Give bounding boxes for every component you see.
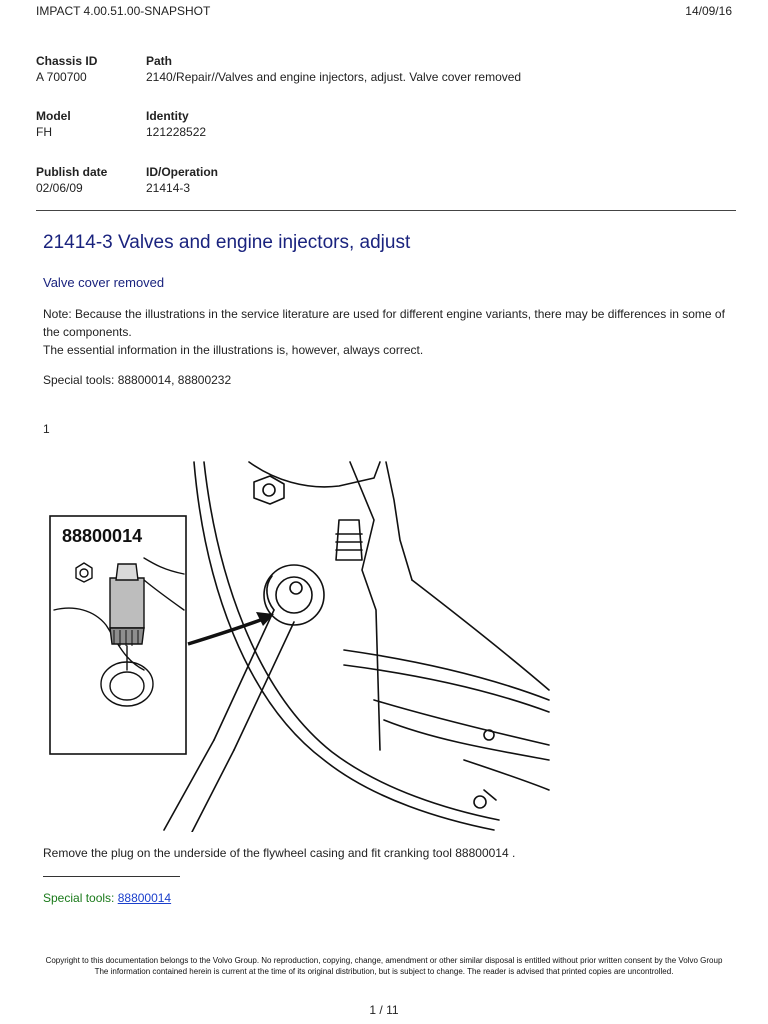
disclaimer-text: The information contained herein is current at the time of its original distribution, but is subject to change. The reader is advised that printed copies are uncontrolled. (94, 967, 674, 976)
path-value: 2140/Repair//Valves and engine injectors, adjust. Valve cover removed (146, 70, 522, 84)
step-number: 1 (43, 422, 50, 436)
identity-value: 121228522 (146, 125, 207, 139)
copyright-text: Copyright to this documentation belongs to the Volvo Group. No reproduction, copying, change, amendment or other similar disposal is entitled without prior written consent by the Volvo Group (45, 956, 723, 965)
publish-date-label: Publish date (36, 165, 108, 179)
special-tools-footer-label: Special tools: (43, 891, 118, 905)
app-version: IMPACT 4.00.51.00-SNAPSHOT (36, 4, 211, 18)
special-tools-footer (43, 891, 171, 905)
note-text-2: The essential information in the illustrations is, however, always correct. (43, 343, 424, 357)
chassis-id-value: A 700700 (36, 70, 87, 84)
instruction-text: Remove the plug on the underside of the flywheel casing and fit cranking tool 88800014 . (43, 846, 516, 860)
id-operation-value: 21414-3 (146, 181, 191, 195)
print-date: 14/09/16 (685, 4, 732, 18)
identity-label: Identity (146, 109, 189, 123)
chassis-id-label: Chassis ID (36, 54, 98, 68)
special-tools-line: Special tools: 88800014, 88800232 (43, 373, 232, 387)
model-value: FH (36, 125, 52, 139)
publish-date-value: 02/06/09 (36, 181, 83, 195)
section-divider (43, 876, 180, 877)
copyright-footer (30, 955, 738, 977)
tool-number-label: 88800014 (62, 526, 143, 546)
tool-link-88800014[interactable]: 88800014 (117, 891, 172, 905)
header-divider (36, 210, 736, 211)
page-subtitle: Valve cover removed (43, 275, 165, 290)
page-title: 21414-3 Valves and engine injectors, adjust (43, 232, 411, 253)
id-operation-label: ID/Operation (146, 165, 219, 179)
illustration-cranking-tool (44, 460, 552, 832)
path-label: Path (146, 54, 173, 68)
note-text: Note: Because the illustrations in the service literature are used for different engine variants, there may be differences in some of the components. (43, 307, 725, 339)
page-number: 1 / 11 (369, 1003, 399, 1017)
note-block (43, 305, 733, 359)
model-label: Model (36, 109, 71, 123)
